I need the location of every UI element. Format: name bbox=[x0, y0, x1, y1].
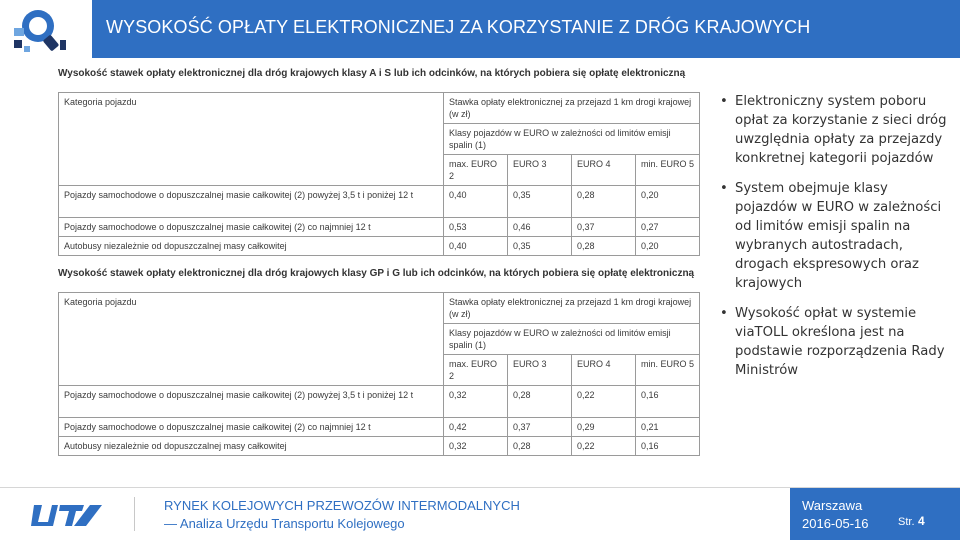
bullet-text: Wysokość opłat w systemie viaTOLL określona jest na podstawie rozporządzenia Rady Ministrów bbox=[735, 306, 945, 378]
category-cell: Autobusy niezależnie od dopuszczalnej masy całkowitej bbox=[59, 237, 444, 256]
rate-cell: 0,35 bbox=[508, 237, 572, 256]
category-header: Kategoria pojazdu bbox=[59, 293, 444, 386]
table-row bbox=[59, 386, 700, 418]
rate-cell: 0,22 bbox=[572, 386, 636, 418]
table-row bbox=[59, 186, 700, 218]
rate-cell: 0,37 bbox=[572, 218, 636, 237]
category-cell: Pojazdy samochodowe o dopuszczalnej masie całkowitej (2) co najmniej 12 t bbox=[59, 218, 444, 237]
euro-column-header: EURO 4 bbox=[572, 355, 636, 386]
bullet-text: Elektroniczny system poboru opłat za korzystanie z sieci dróg uwzględnia opłaty za przejazdy konkretnej kategorii pojazdów bbox=[735, 94, 947, 166]
rate-cell: 0,16 bbox=[635, 386, 699, 418]
rate-cell: 0,20 bbox=[635, 237, 699, 256]
table-a-title: Wysokość stawek opłaty elektronicznej dla dróg krajowych klasy A i S lub ich odcinków, na których pobiera się opłatę elektroniczną bbox=[58, 68, 686, 79]
rates-table-a bbox=[58, 92, 700, 256]
category-cell: Pojazdy samochodowe o dopuszczalnej masie całkowitej (2) co najmniej 12 t bbox=[59, 418, 444, 437]
rate-cell: 0,28 bbox=[508, 386, 572, 418]
rate-cell: 0,27 bbox=[635, 218, 699, 237]
rates-tables-image bbox=[58, 66, 700, 456]
class-header: Klasy pojazdów w EURO w zależności od limitów emisji spalin (1) bbox=[444, 124, 700, 155]
euro-column-header: EURO 4 bbox=[572, 155, 636, 186]
utk-logo-icon bbox=[28, 502, 106, 528]
rate-cell: 0,35 bbox=[508, 186, 572, 218]
rate-cell: 0,22 bbox=[572, 437, 636, 456]
category-header: Kategoria pojazdu bbox=[59, 93, 444, 186]
rate-cell: 0,20 bbox=[635, 186, 699, 218]
euro-column-header: min. EURO 5 bbox=[635, 155, 699, 186]
rate-cell: 0,28 bbox=[508, 437, 572, 456]
bullet-item bbox=[718, 179, 950, 293]
page-number: 4 bbox=[918, 514, 925, 528]
class-header: Klasy pojazdów w EURO w zależności od limitów emisji spalin (1) bbox=[444, 324, 700, 355]
category-cell: Pojazdy samochodowe o dopuszczalnej masie całkowitej (2) powyżej 3,5 t i poniżej 12 t bbox=[59, 186, 444, 218]
rate-cell: 0,40 bbox=[444, 186, 508, 218]
rate-cell: 0,37 bbox=[508, 418, 572, 437]
rate-cell: 0,28 bbox=[572, 237, 636, 256]
euro-column-header: EURO 3 bbox=[508, 355, 572, 386]
page-label: Str. bbox=[898, 516, 915, 528]
slide-title: WYSOKOŚĆ OPŁATY ELEKTRONICZNEJ ZA KORZYSTANIE Z DRÓG KRAJOWYCH bbox=[106, 17, 811, 37]
title-bar bbox=[92, 0, 960, 58]
rate-header: Stawka opłaty elektronicznej za przejazd 1 km drogi krajowej (w zł) bbox=[444, 293, 700, 324]
rate-cell: 0,32 bbox=[444, 437, 508, 456]
bullet-text: System obejmuje klasy pojazdów w EURO w zależności od limitów emisji spalin na wybranych autostradach, drogach ekspresowych oraz krajowych bbox=[735, 181, 942, 291]
footer-separator bbox=[134, 497, 135, 531]
rate-cell: 0,46 bbox=[508, 218, 572, 237]
footer-date: 2016-05-16 bbox=[802, 516, 869, 531]
bullet-item bbox=[718, 304, 950, 380]
bullet-dot-icon: • bbox=[720, 94, 728, 109]
footer-city: Warszawa bbox=[802, 498, 863, 513]
euro-column-header: min. EURO 5 bbox=[635, 355, 699, 386]
table-row bbox=[59, 93, 700, 124]
table-row bbox=[59, 218, 700, 237]
rate-cell: 0,53 bbox=[444, 218, 508, 237]
table-row bbox=[59, 237, 700, 256]
bullet-item bbox=[718, 92, 950, 168]
magnifier-logo-icon bbox=[10, 6, 72, 54]
rate-cell: 0,29 bbox=[572, 418, 636, 437]
category-cell: Pojazdy samochodowe o dopuszczalnej masie całkowitej (2) powyżej 3,5 t i poniżej 12 t bbox=[59, 386, 444, 418]
bullet-list bbox=[718, 92, 950, 391]
table-b-title: Wysokość stawek opłaty elektronicznej dla dróg krajowych klasy GP i G lub ich odcinków, na których pobiera się opłatę elektroniczną bbox=[58, 268, 695, 279]
slide-header bbox=[0, 0, 960, 58]
rate-header: Stawka opłaty elektronicznej za przejazd 1 km drogi krajowej (w zł) bbox=[444, 93, 700, 124]
rate-cell: 0,32 bbox=[444, 386, 508, 418]
rate-cell: 0,40 bbox=[444, 237, 508, 256]
euro-column-header: max. EURO 2 bbox=[444, 155, 508, 186]
table-row bbox=[59, 418, 700, 437]
rates-table-b bbox=[58, 292, 700, 456]
table-row bbox=[59, 293, 700, 324]
rate-cell: 0,21 bbox=[635, 418, 699, 437]
rate-cell: 0,42 bbox=[444, 418, 508, 437]
bullet-dot-icon: • bbox=[720, 306, 728, 321]
rate-cell: 0,16 bbox=[635, 437, 699, 456]
footer-organization: RYNEK KOLEJOWYCH PRZEWOZÓW INTERMODALNYCH bbox=[164, 498, 520, 513]
footer-info-box bbox=[790, 488, 960, 540]
euro-column-header: max. EURO 2 bbox=[444, 355, 508, 386]
footer-subtitle: — Analiza Urzędu Transportu Kolejowego bbox=[164, 516, 405, 531]
bullet-dot-icon: • bbox=[720, 181, 728, 196]
table-row bbox=[59, 437, 700, 456]
rate-cell: 0,28 bbox=[572, 186, 636, 218]
category-cell: Autobusy niezależnie od dopuszczalnej masy całkowitej bbox=[59, 437, 444, 456]
euro-column-header: EURO 3 bbox=[508, 155, 572, 186]
